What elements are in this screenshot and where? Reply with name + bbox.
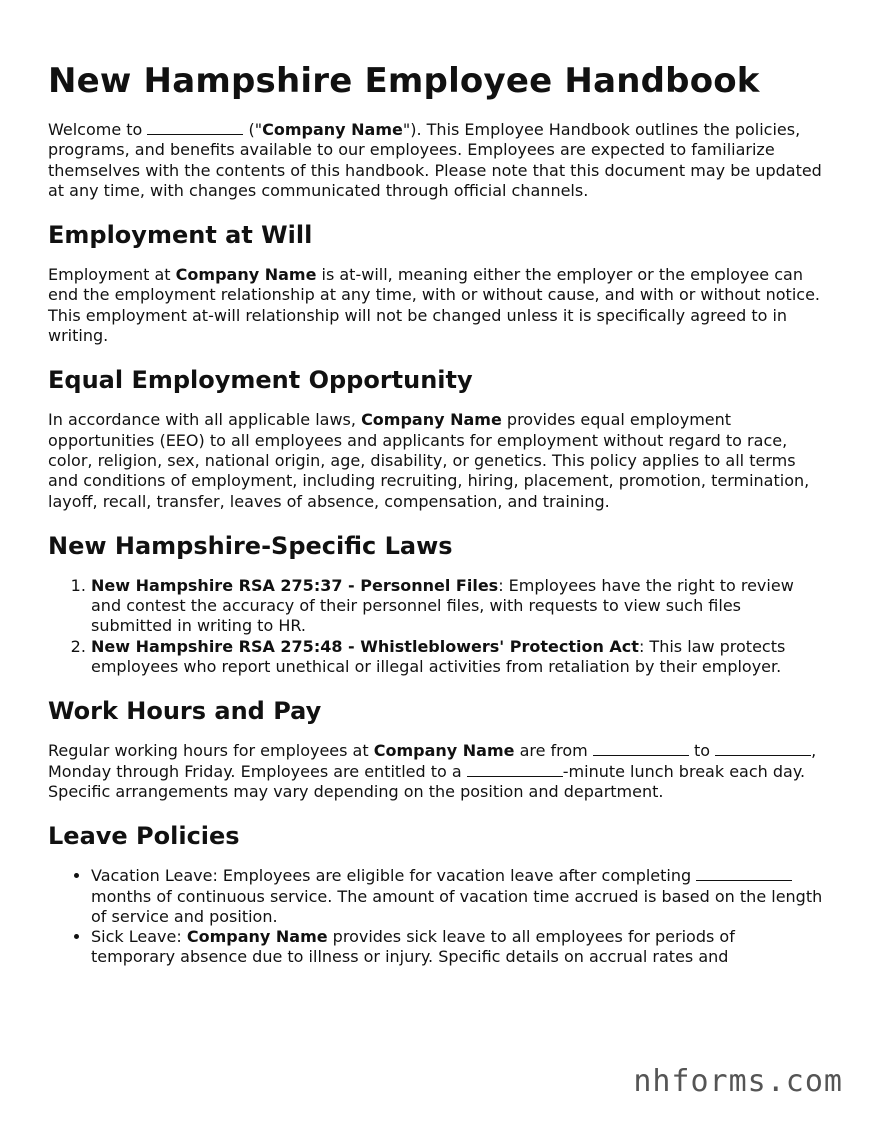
lunch-minutes-blank (467, 763, 563, 777)
work-hours-text: , Monday through Friday. Employees are entitled to a (48, 741, 817, 781)
company-name: Company Name (361, 410, 502, 430)
company-name: Company Name (175, 265, 317, 285)
list-item (91, 576, 823, 637)
vacation-text: Vacation Leave: Employees are eligible for vacation leave after completing (91, 866, 697, 886)
law-title: New Hampshire RSA 275:37 - Personnel Files (91, 575, 499, 595)
end-time-blank (715, 742, 811, 756)
leave-list (48, 866, 823, 967)
section-heading-eeo: Equal Employment Opportunity (48, 366, 473, 395)
section-heading-nh-laws: New Hampshire-Specific Laws (48, 531, 453, 560)
at-will-text: is at-will, meaning either the employer or the employee can end the employment relationship at any time, with or without cause, and with or without notice. This employment at-will relationship will not be changed unless it is specifically agreed to in writing. (48, 265, 820, 346)
company-blank (147, 121, 243, 135)
list-item (91, 927, 823, 968)
eeo-paragraph (48, 410, 823, 511)
work-hours-text: -minute lunch break each day. Specific arrangements may vary depending on the position and department. (48, 761, 806, 801)
work-hours-text: are from (514, 741, 593, 761)
sick-text: provides sick leave to all employees for periods of temporary absence due to illness or injury. Specific details on accrual rates and (91, 927, 735, 967)
company-name: Company Name (262, 120, 403, 139)
work-hours-paragraph (48, 741, 823, 802)
section-heading-work-hours: Work Hours and Pay (48, 697, 322, 726)
law-title: New Hampshire RSA 275:48 - Whistleblowers' Protection Act (91, 636, 639, 656)
intro-text: (" (243, 120, 263, 139)
work-hours-text: Regular working hours for employees at (48, 741, 374, 761)
intro-paragraph (48, 120, 823, 201)
law-text: : Employees have the right to review and contest the accuracy of their personnel files, with requests to view such files submitted in writing to HR. (91, 575, 794, 636)
section-heading-at-will: Employment at Will (48, 221, 313, 250)
section-heading-leave: Leave Policies (48, 822, 240, 851)
at-will-paragraph (48, 265, 823, 346)
eeo-text: provides equal employment opportunities (EEO) to all employees and applicants for employment without regard to race, color, religion, sex, national origin, age, disability, or genetics. This policy applies to all terms and conditions of employment, including recruiting, hiring, placement, promotion, termination, layoff, recall, transfer, leaves of absence, compensation, and training. (48, 410, 810, 511)
intro-text: Welcome to (48, 120, 148, 139)
company-name: Company Name (373, 741, 515, 761)
company-name: Company Name (186, 927, 328, 947)
start-time-blank (593, 742, 689, 756)
at-will-text: Employment at (48, 265, 176, 285)
intro-text: "). This Employee Handbook outlines the policies, programs, and benefits available to our employees. Employees are expected to familiarize themselves with the contents of this handbook. Please note that this document may be updated at any time, with changes communicated through official channels. (48, 120, 822, 200)
sick-text: Sick Leave: (91, 927, 187, 947)
page-title: New Hampshire Employee Handbook (48, 61, 760, 101)
document-page (48, 58, 823, 968)
vacation-text: months of continuous service. The amount of vacation time accrued is based on the length of service and position. (91, 886, 823, 926)
list-item (91, 637, 823, 678)
eeo-text: In accordance with all applicable laws, (48, 410, 362, 430)
work-hours-text: to (688, 741, 716, 761)
watermark: nhforms.com (633, 1064, 843, 1099)
nh-laws-list (48, 576, 823, 677)
law-text: : This law protects employees who report unethical or illegal activities from retaliation by their employer. (91, 636, 786, 677)
list-item (91, 866, 823, 927)
months-blank (696, 867, 792, 881)
